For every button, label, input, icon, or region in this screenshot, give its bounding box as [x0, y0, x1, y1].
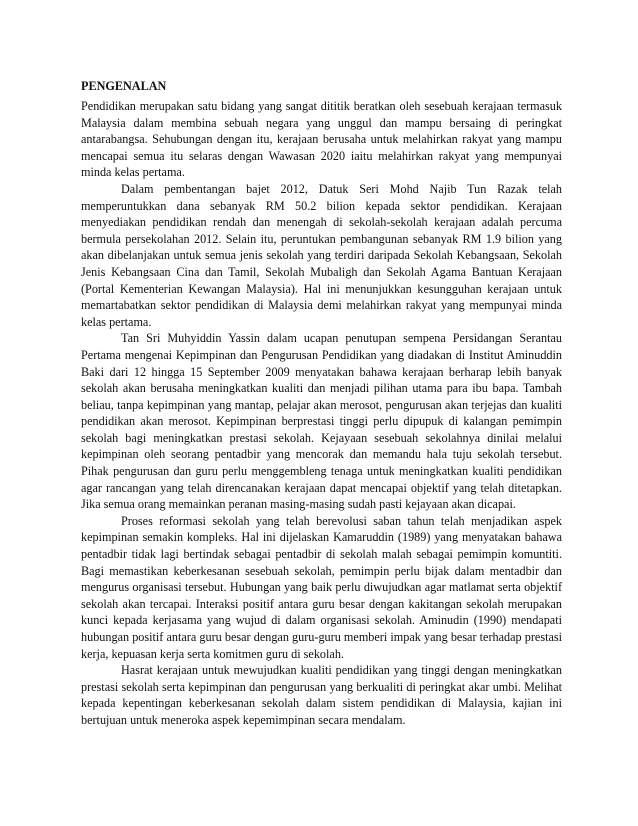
paragraph-2: Dalam pembentangan bajet 2012, Datuk Seri Mohd Najib Tun Razak telah memperuntukkan dana sebanyak RM 50.2 bilion kepada sektor pendidikan. Kerajaan menyediakan pendidikan rendah dan menengah di sekolah-sekolah kerajaan adalah percuma bermula persekolahan 2012. Selain itu, peruntukan pembangunan sebanyak RM 1.9 bilion yang akan dibelanjakan untuk semua jenis sekolah yang terdiri daripada Sekolah Kebangsaan, Sekolah Jenis Kebangsaan Cina dan Tamil, Sekolah Mubaligh dan Sekolah Agama Bantuan Kerajaan (Portal Kementerian Kewangan Malaysia). Hal ini menunjukkan kesungguhan kerajaan untuk memartabatkan sektor pendidikan di Malaysia demi melahirkan rakyat yang mempunyai minda kelas pertama.	[81, 181, 562, 329]
paragraph-3: Tan Sri Muhyiddin Yassin dalam ucapan penutupan sempena Persidangan Serantau Pertama mengenai Kepimpinan dan Pengurusan Pendidikan yang diadakan di Institut Aminuddin Baki dari 12 hingga 15 September 2009 menyatakan bahawa kerajaan berharap lebih banyak sekolah akan berusaha meningkatkan kualiti dan menjadi pilihan utama para ibu bapa. Tambah beliau, tanpa kepimpinan yang mantap, pelajar akan merosot, pengurusan akan terjejas dan kualiti pendidikan akan merosot. Kepimpinan berprestasi tinggi perlu dipupuk di kalangan pemimpin sekolah bagi meningkatkan prestasi sekolah. Kejayaan sesebuah sekolahnya dinilai melalui kepimpinan oleh seorang pentadbir yang mencorak dan memandu hala tuju sekolah tersebut. Pihak pengurusan dan guru perlu menggembleng tenaga untuk meningkatkan kualiti pendidikan agar rancangan yang telah direncanakan kerajaan dapat mencapai objektif yang telah ditetapkan. Jika semua orang memainkan peranan masing-masing sudah pasti kejayaan akan dicapai.	[81, 331, 562, 512]
paragraph-4: Proses reformasi sekolah yang telah berevolusi saban tahun telah menjadikan aspek kepimpinan semakin kompleks. Hal ini dijelaskan Kamaruddin (1989) yang menyatakan bahawa pentadbir tidak lagi bertindak sebagai pentadbir di sekolah malah sebagai pemimpin komuntiti. Bagi memastikan keberkesanan sesebuah sekolah, pemimpin perlu bijak dalam mentadbir dan mengurus organisasi tersebut. Hubungan yang baik perlu diwujudkan agar matlamat serta objektif sekolah akan tercapai. Interaksi positif antara guru besar dengan kakitangan sekolah merupakan kunci kepada kerjasama yang wujud di dalam organisasi sekolah. Aminudin (1990) mendapati hubungan positif antara guru besar dengan guru-guru memberi impak yang besar terhadap prestasi kerja, kepuasan kerja serta komitmen guru di sekolah.	[81, 513, 562, 661]
document-page	[81, 78, 562, 729]
paragraph-1: Pendidikan merupakan satu bidang yang sangat dititik beratkan oleh sesebuah kerajaan termasuk Malaysia dalam membina sebuah negara yang unggul dan mampu bersaing di peringkat antarabangsa. Sehubungan dengan itu, kerajaan berusaha untuk melahirkan rakyat yang mampu mencapai semua itu selaras dengan Wawasan 2020 iaitu melahirkan rakyat yang mempunyai minda kelas pertama.	[81, 99, 562, 180]
paragraph-5: Hasrat kerajaan untuk mewujudkan kualiti pendidikan yang tinggi dengan meningkatkan prestasi sekolah serta kepimpinan dan pengurusan yang berkualiti di peringkat akar umbi. Melihat kepada kepentingan keberkesanan sekolah dalam sistem pendidikan di Malaysia, kajian ini bertujuan untuk meneroka aspek kepemimpinan secara mendalam.	[81, 663, 562, 727]
section-heading: PENGENALAN	[81, 79, 167, 93]
